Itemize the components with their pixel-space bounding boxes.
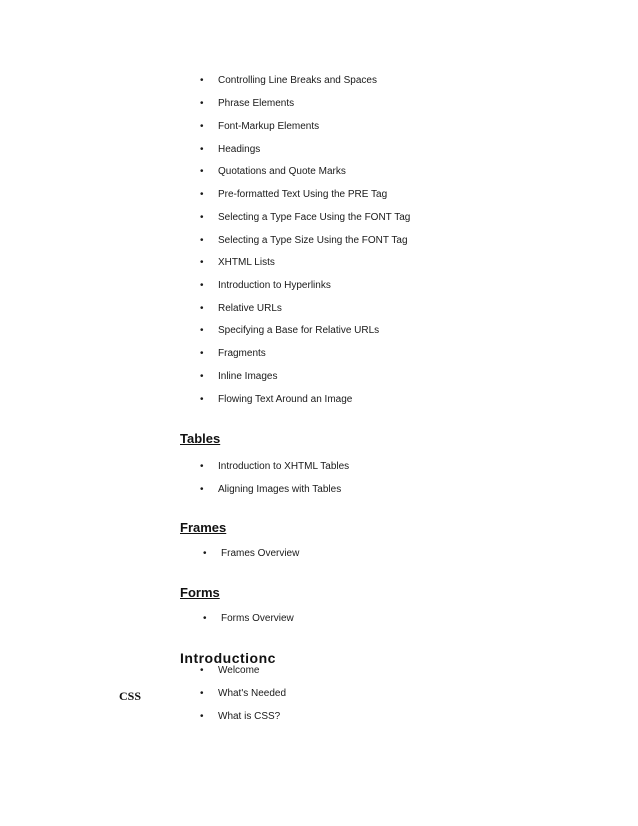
css-intro-heading: Introductionc — [180, 650, 276, 666]
list-item: Aligning Images with Tables — [218, 484, 342, 495]
bullet-glyph: • — [200, 348, 204, 359]
list-item: Specifying a Base for Relative URLs — [218, 325, 380, 336]
bullet-glyph: • — [200, 280, 204, 291]
list-item: What is CSS? — [218, 711, 281, 722]
bullet-glyph: • — [200, 325, 204, 336]
bullet-glyph: • — [200, 166, 204, 177]
list-item: Welcome — [218, 665, 260, 676]
bullet-glyph: • — [200, 394, 204, 405]
tables-heading: Tables — [180, 431, 221, 446]
bullet-glyph: • — [200, 235, 204, 246]
bullet-glyph: • — [200, 688, 204, 699]
list-item: Selecting a Type Face Using the FONT Tag — [218, 212, 411, 223]
bullet-glyph: • — [203, 613, 207, 624]
css-side-label: CSS — [119, 689, 142, 703]
bullet-glyph: • — [200, 121, 204, 132]
bullet-glyph: • — [200, 711, 204, 722]
bullet-glyph: • — [200, 461, 204, 472]
bullet-glyph: • — [203, 548, 207, 559]
list-item: Font-Markup Elements — [218, 121, 320, 132]
bullet-glyph: • — [200, 484, 204, 495]
list-item: Selecting a Type Size Using the FONT Tag — [218, 235, 408, 246]
list-item: Controlling Line Breaks and Spaces — [218, 75, 377, 86]
list-item: Pre-formatted Text Using the PRE Tag — [218, 189, 388, 200]
list-item: Introduction to Hyperlinks — [218, 280, 331, 291]
bullet-glyph: • — [200, 75, 204, 86]
forms-heading: Forms — [180, 585, 220, 600]
bullet-glyph: • — [200, 257, 204, 268]
frames-heading: Frames — [180, 520, 227, 535]
list-item: Headings — [218, 144, 261, 155]
list-item: Flowing Text Around an Image — [218, 394, 353, 405]
bullet-glyph: • — [200, 371, 204, 382]
bullet-glyph: • — [200, 189, 204, 200]
list-item: Phrase Elements — [218, 98, 295, 109]
list-item: Introduction to XHTML Tables — [218, 461, 350, 472]
bullet-glyph: • — [200, 212, 204, 223]
bullet-glyph: • — [200, 665, 204, 676]
list-item: Inline Images — [218, 371, 278, 382]
bullet-glyph: • — [200, 98, 204, 109]
list-item: Relative URLs — [218, 303, 282, 314]
list-item: Quotations and Quote Marks — [218, 166, 346, 177]
bullet-glyph: • — [200, 144, 204, 155]
bullet-glyph: • — [200, 303, 204, 314]
list-item: What's Needed — [218, 688, 287, 699]
list-item: Fragments — [218, 348, 266, 359]
list-item: Frames Overview — [221, 548, 300, 559]
list-item: Forms Overview — [221, 613, 294, 624]
list-item: XHTML Lists — [218, 257, 275, 268]
